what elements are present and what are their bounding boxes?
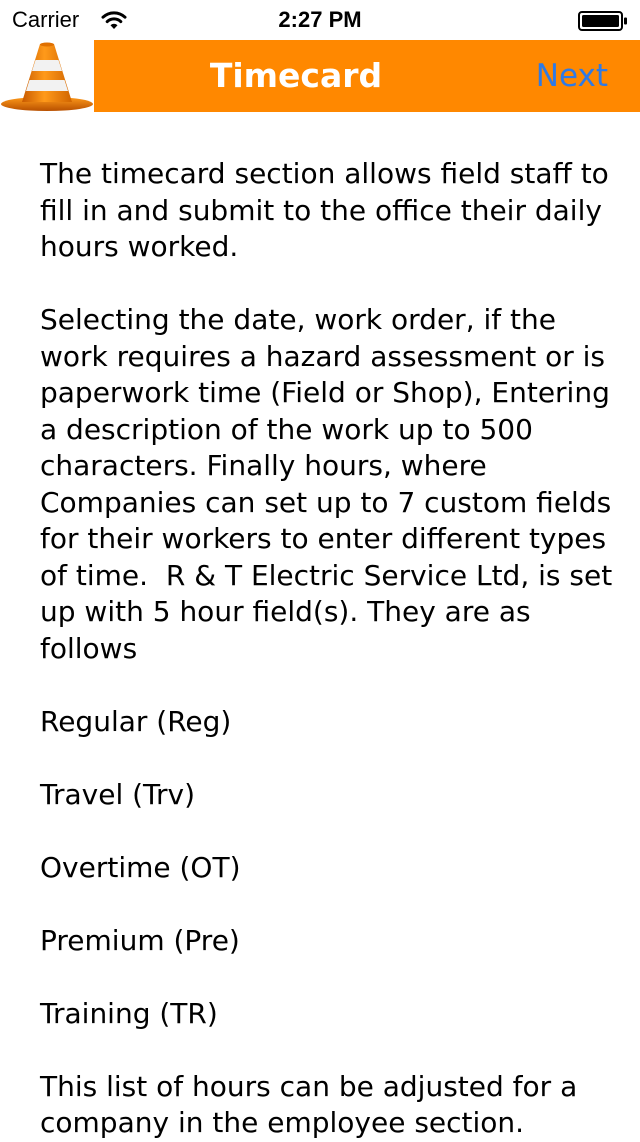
hour-type-item: Travel (Trv): [40, 777, 196, 811]
next-button[interactable]: Next: [535, 58, 608, 94]
hour-type-item: Regular (Reg): [40, 704, 232, 738]
hour-type-item: Training (TR): [40, 996, 218, 1030]
hour-type-item: Overtime (OT): [40, 850, 241, 884]
carrier-label: Carrier: [12, 7, 80, 32]
status-bar: [0, 0, 640, 40]
battery-icon: [578, 11, 628, 31]
intro-paragraph: The timecard section allows field staff to fill in and submit to the office their daily hours worked.: [40, 157, 618, 263]
page-title: Timecard: [209, 56, 383, 95]
footer-paragraph: This list of hours can be adjusted for a company in the employee section.: [40, 1069, 587, 1139]
traffic-cone-icon: [0, 40, 94, 112]
navigation-bar: [94, 40, 640, 112]
content-area[interactable]: [40, 156, 622, 1139]
hour-type-item: Premium (Pre): [40, 923, 240, 957]
description-paragraph: Selecting the date, work order, if the work requires a hazard assessment or is paperwork time (Field or Shop), Entering a description of the work up to 500 characters. Finally hours, where Companies can set up to 7 custom fields for their workers to enter different types of time. R & T Electric Service Ltd, is set up with 5 hour field(s). They are as follows: [40, 303, 622, 665]
status-time: 2:27 PM: [278, 7, 362, 32]
